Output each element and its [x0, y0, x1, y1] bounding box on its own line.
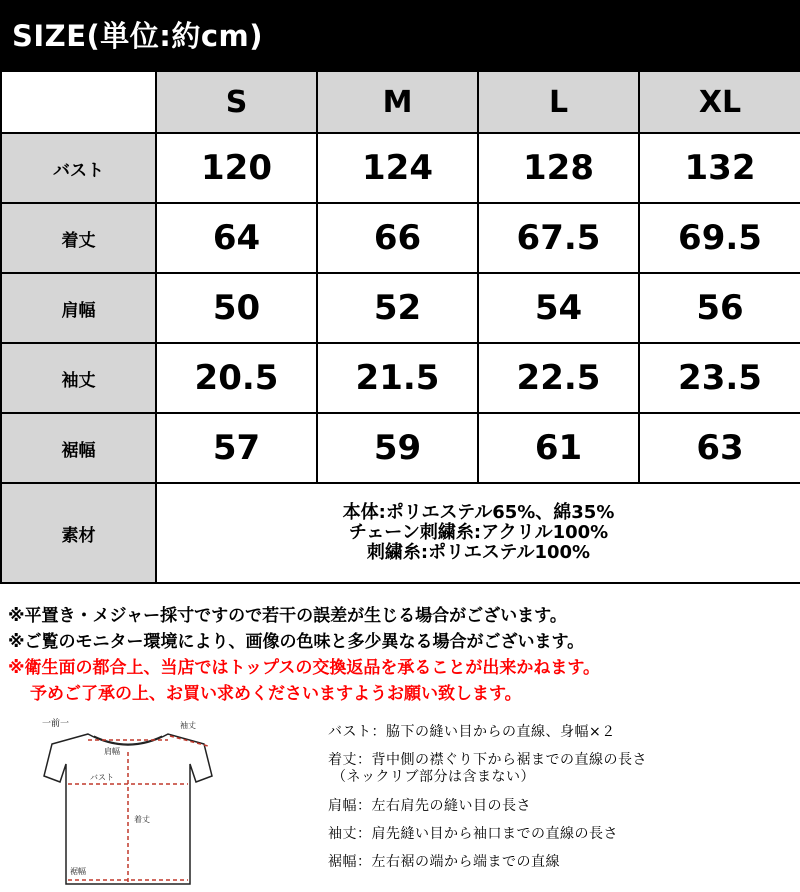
tshirt-diagram [30, 712, 230, 892]
table-cell: 120 [156, 133, 317, 203]
table-cell: 66 [317, 203, 478, 273]
table-header-row [1, 71, 800, 133]
table-cell: 61 [478, 413, 639, 483]
material-line: 本体:ポリエステル65%、綿35% [342, 502, 615, 523]
table-row-sleeve [1, 343, 800, 413]
row-label-bust: バスト [1, 133, 156, 203]
front-label: 一前一 [42, 719, 70, 729]
length-label: 着丈 [134, 815, 150, 824]
table-cell: 132 [639, 133, 800, 203]
measurement-definitions [328, 718, 798, 876]
table-row-length [1, 203, 800, 273]
table-cell: 50 [156, 273, 317, 343]
material-line: チェーン刺繍糸:アクリル100% [348, 522, 609, 543]
title-bar [0, 0, 800, 70]
table-cell: 124 [317, 133, 478, 203]
definition-length: 着丈：背中側の襟ぐり下から裾までの直線の長さ [328, 752, 647, 768]
shoulder-label: 肩幅 [104, 747, 120, 756]
definition-length-note: （ネックリブ部分は含まない） [332, 769, 535, 785]
table-corner-cell [1, 71, 156, 133]
size-header-l: L [478, 71, 639, 133]
tshirt-illustration [30, 712, 230, 892]
table-cell: 20.5 [156, 343, 317, 413]
bust-label: バスト [90, 773, 114, 782]
table-cell: 59 [317, 413, 478, 483]
material-cell [156, 483, 800, 583]
note-line: ※平置き・メジャー採寸ですので若干の誤差が生じる場合がございます。 [8, 606, 567, 626]
table-cell: 21.5 [317, 343, 478, 413]
definition-sleeve: 袖丈：肩先縫い目から袖口までの直線の長さ [328, 826, 618, 842]
table-cell: 54 [478, 273, 639, 343]
size-header-s: S [156, 71, 317, 133]
table-row-material [1, 483, 800, 583]
size-header-m: M [317, 71, 478, 133]
notes [8, 603, 798, 707]
table-cell: 52 [317, 273, 478, 343]
page-title: SIZE(単位:約cm) [12, 19, 264, 53]
table-cell: 63 [639, 413, 800, 483]
size-header-xl: XL [639, 71, 800, 133]
table-row-bust [1, 133, 800, 203]
row-label-sleeve: 袖丈 [1, 343, 156, 413]
table-cell: 128 [478, 133, 639, 203]
sleeve-label: 袖丈 [180, 721, 196, 730]
table-cell: 64 [156, 203, 317, 273]
row-label-material: 素材 [1, 483, 156, 583]
hem-label: 裾幅 [70, 867, 86, 876]
size-table [0, 70, 800, 584]
table-cell: 67.5 [478, 203, 639, 273]
note-line-warning: ※衛生面の都合上、当店ではトップスの交換返品を承ることが出来かねます。 [8, 658, 600, 678]
material-line: 刺繍糸:ポリエステル100% [366, 542, 591, 563]
note-line-warning: 予めご了承の上、お買い求めくださいますようお願い致します。 [30, 684, 522, 704]
note-line: ※ご覧のモニター環境により、画像の色味と多少異なる場合がございます。 [8, 632, 585, 652]
table-cell: 57 [156, 413, 317, 483]
row-label-hem: 裾幅 [1, 413, 156, 483]
table-row-hem [1, 413, 800, 483]
table-cell: 23.5 [639, 343, 800, 413]
table-cell: 22.5 [478, 343, 639, 413]
row-label-length: 着丈 [1, 203, 156, 273]
table-cell: 56 [639, 273, 800, 343]
table-row-shoulder [1, 273, 800, 343]
row-label-shoulder: 肩幅 [1, 273, 156, 343]
definition-shoulder: 肩幅：左右肩先の縫い目の長さ [328, 798, 531, 814]
definition-bust: バスト：脇下の縫い目からの直線、身幅×２ [328, 724, 616, 740]
table-cell: 69.5 [639, 203, 800, 273]
definition-hem: 裾幅：左右裾の端から端までの直線 [328, 854, 560, 870]
